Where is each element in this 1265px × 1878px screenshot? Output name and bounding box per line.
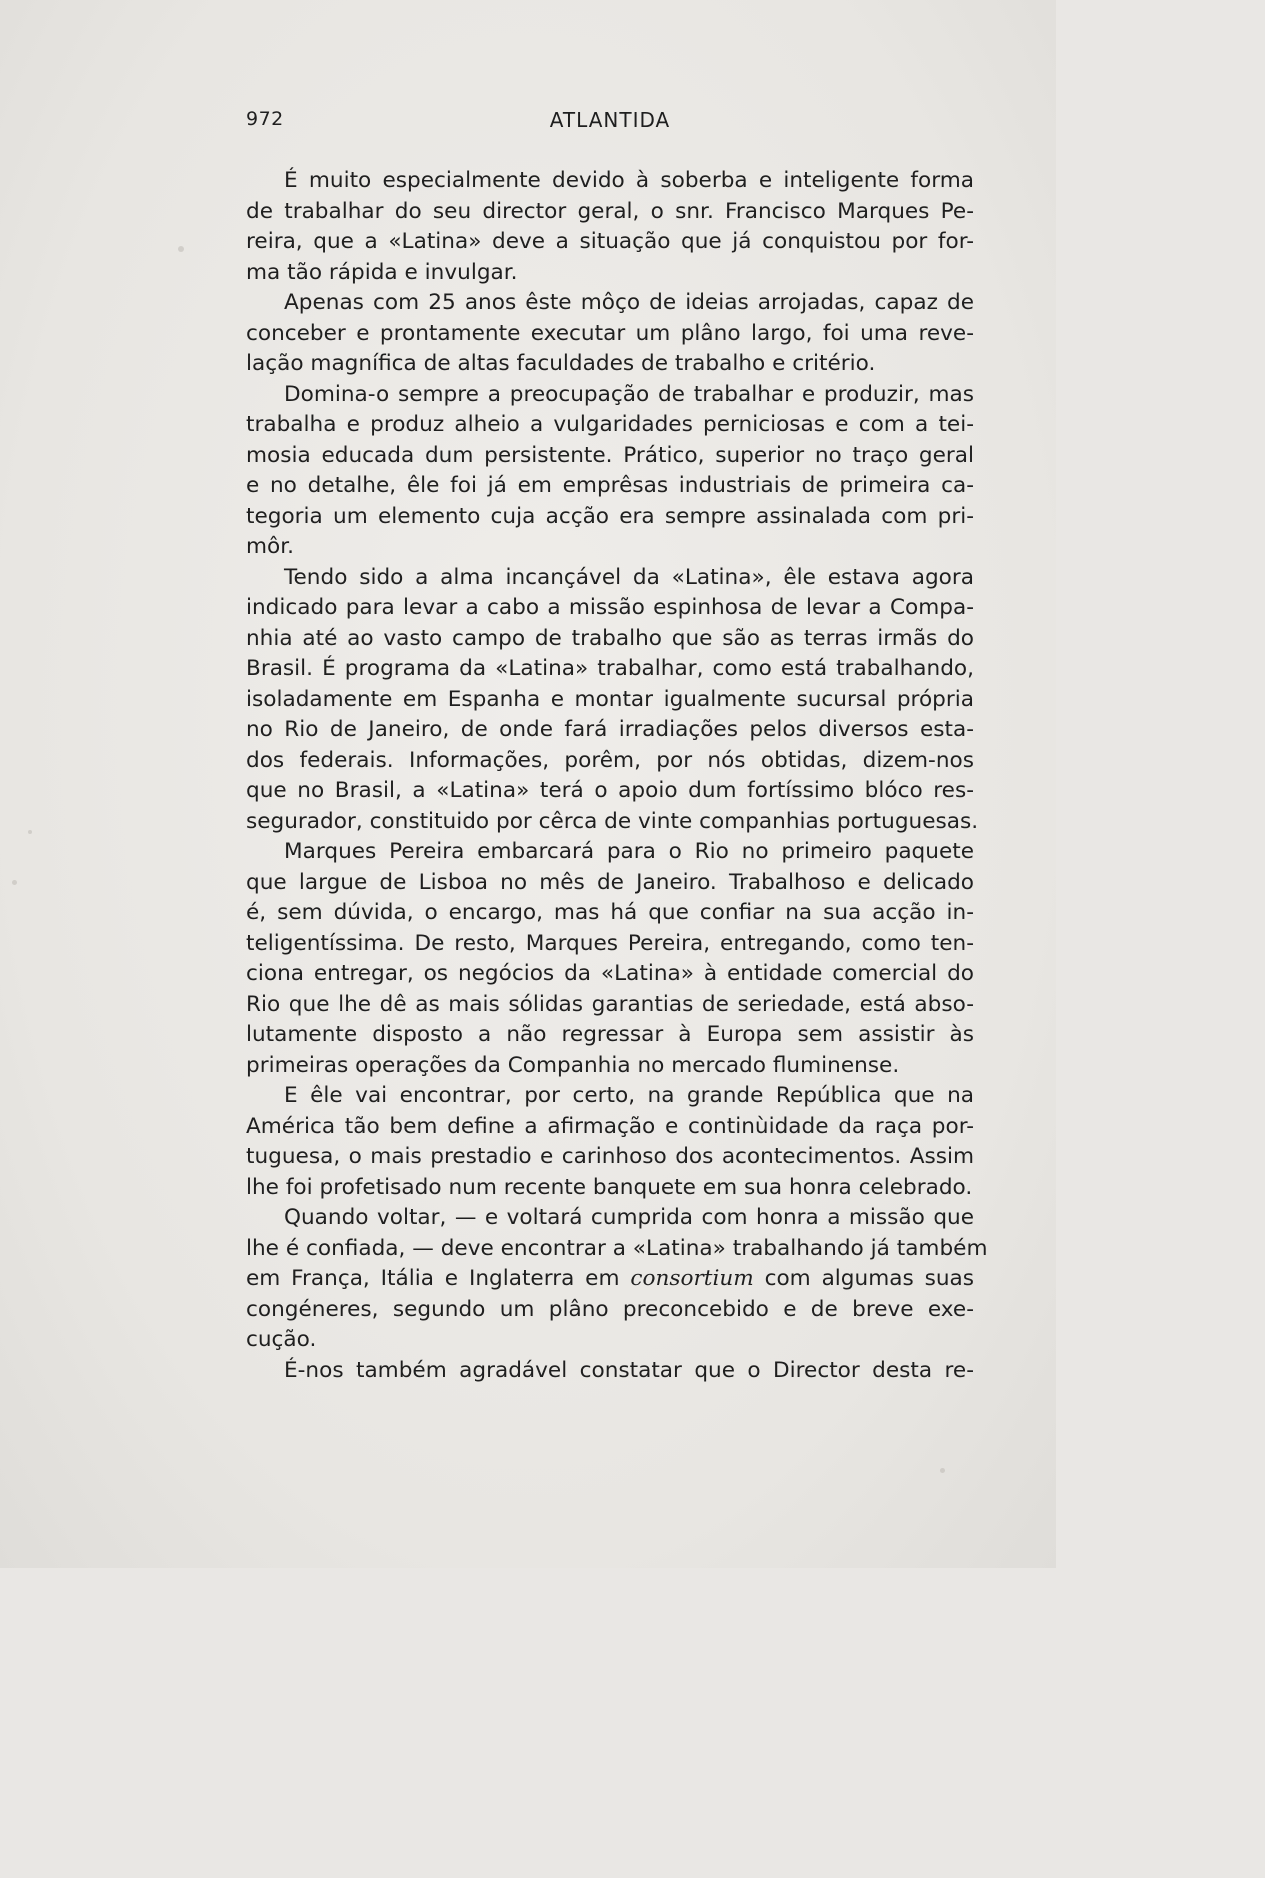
- text-line: é, sem dúvida, o encargo, mas há que confiar na sua acção in-: [246, 900, 974, 925]
- text-line: môr.: [246, 534, 295, 559]
- text-line: em França, Itália e Inglaterra em consortium com algumas suas: [246, 1266, 974, 1291]
- text-line: América tão bem define a afirmação e continùidade da raça por-: [246, 1113, 974, 1139]
- text-line: primeiras operações da Companhia no mercado fluminense.: [246, 1052, 900, 1078]
- text-line: congéneres, segundo um plâno preconcebido e de breve exe-: [246, 1296, 974, 1322]
- paragraph: [246, 380, 974, 563]
- text-line: Marques Pereira embarcará para o Rio no primeiro paquete: [284, 839, 974, 864]
- page-header: [246, 108, 974, 138]
- text-line: ciona entregar, os negócios da «Latina» à entidade comercial do: [246, 961, 974, 986]
- paper-speck: [28, 830, 32, 834]
- running-title: ATLANTIDA: [549, 108, 671, 132]
- text-line: É-nos também agradável constatar que o Director desta re-: [284, 1357, 974, 1383]
- text-line: Tendo sido a alma incançável da «Latina», êle estava agora: [284, 564, 974, 590]
- paper-speck: [12, 880, 17, 885]
- paragraph: [246, 837, 974, 1081]
- paragraph: [246, 563, 979, 838]
- text-line: Apenas com 25 anos êste môço de ideias arrojadas, capaz de: [284, 290, 974, 315]
- text-line: e no detalhe, êle foi já em emprêsas industriais de primeira ca-: [246, 473, 974, 498]
- text-line: lhe é confiada, — deve encontrar a «Latina» trabalhando já também: [246, 1235, 988, 1261]
- text-line: tegoria um elemento cuja acção era sempre assinalada com pri-: [246, 503, 974, 529]
- text-line: ma tão rápida e invulgar.: [246, 259, 518, 285]
- text-line: trabalha e produz alheio a vulgaridades perniciosas e com a tei-: [246, 412, 974, 437]
- text-line: lação magnífica de altas faculdades de trabalho e critério.: [246, 351, 876, 376]
- text-line: Domina-o sempre a preocupação de trabalhar e produzir, mas: [284, 381, 974, 407]
- paragraph: [246, 1356, 974, 1387]
- paragraph: [246, 1081, 974, 1203]
- paragraph: [246, 166, 974, 288]
- text-line: de trabalhar do seu director geral, o snr. Francisco Marques Pe-: [246, 198, 974, 224]
- text-line: tuguesa, o mais prestadio e carinhoso dos acontecimentos. Assim: [246, 1144, 974, 1169]
- text-line: reira, que a «Latina» deve a situação que já conquistou por for-: [246, 229, 974, 254]
- text-line: segurador, constituido por cêrca de vinte companhias portuguesas.: [246, 808, 979, 834]
- paragraph: [246, 288, 974, 380]
- paragraph: [246, 1203, 988, 1356]
- text-line: Brasil. É programa da «Latina» trabalhar, como está trabalhando,: [246, 656, 974, 681]
- paper-speck: [178, 246, 184, 252]
- text-line: no Rio de Janeiro, de onde fará irradiações pelos diversos esta-: [246, 717, 974, 742]
- text-line: dos federais. Informações, porêm, por nós obtidas, dizem-nos: [246, 747, 974, 773]
- text-line: Quando voltar, — e voltará cumprida com honra a missão que: [284, 1205, 974, 1230]
- text-line: E êle vai encontrar, por certo, na grande República que na: [284, 1083, 974, 1108]
- text-line: indicado para levar a cabo a missão espinhosa de levar a Compa-: [246, 595, 974, 620]
- paper-speck: [940, 1468, 945, 1473]
- text-line: cução.: [246, 1327, 317, 1352]
- text-line: que largue de Lisboa no mês de Janeiro. Trabalhoso e delicado: [246, 869, 974, 895]
- page-number: 972: [246, 108, 284, 130]
- text-line: Rio que lhe dê as mais sólidas garantias de seriedade, está abso-: [246, 991, 974, 1017]
- text-line: que no Brasil, a «Latina» terá o apoio dum fortíssimo blóco res-: [246, 778, 974, 803]
- text-line: teligentíssima. De resto, Marques Pereira, entregando, como ten-: [246, 930, 974, 956]
- text-line: conceber e prontamente executar um plâno largo, foi uma reve-: [246, 320, 974, 346]
- text-line: lutamente disposto a não regressar à Europa sem assistir às: [246, 1022, 974, 1047]
- text-line: É muito especialmente devido à soberba e inteligente forma: [284, 168, 974, 193]
- text-line: isoladamente em Espanha e montar igualmente sucursal própria: [246, 686, 974, 712]
- text-line: nhia até ao vasto campo de trabalho que são as terras irmãs do: [246, 625, 974, 651]
- article-body: [246, 166, 988, 1386]
- text-line: lhe foi profetisado num recente banquete em sua honra celebrado.: [246, 1174, 973, 1200]
- text-line: mosia educada dum persistente. Prático, superior no traço geral: [246, 442, 974, 468]
